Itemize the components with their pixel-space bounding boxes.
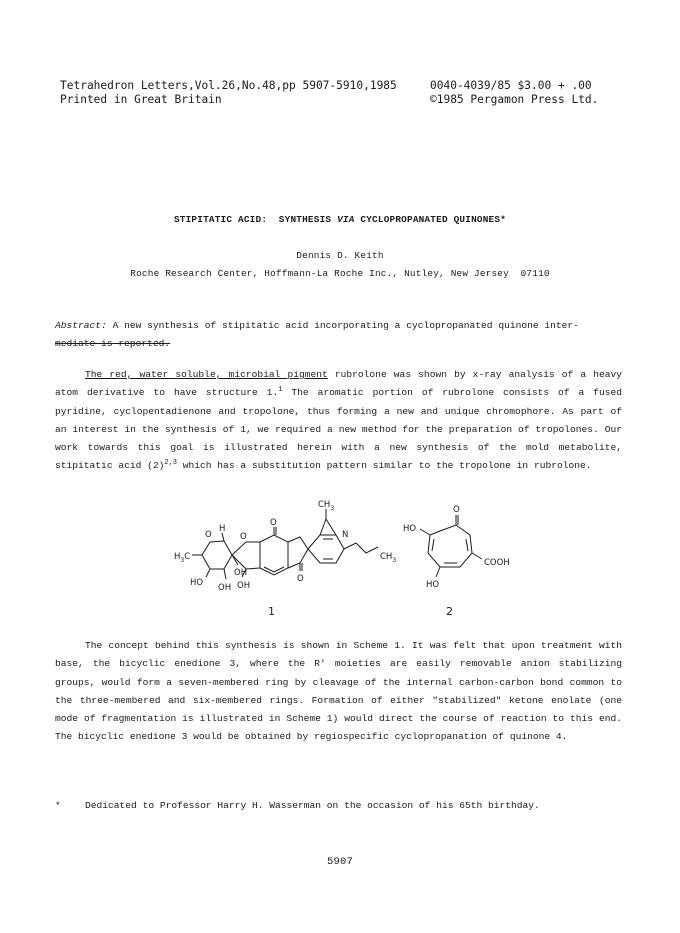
abstract: Abstract: A new synthesis of stipitatic acid incorporating a cyclopropanated quinone inter- mediate is reported. — [55, 320, 579, 350]
atom-h: H — [219, 524, 226, 534]
abstract-label: Abstract: — [55, 320, 107, 331]
atom-ho-top: HO — [403, 524, 417, 534]
atom-o-bridge: O — [240, 532, 247, 542]
article-title: STIPITATIC ACID: SYNTHESIS VIA CYCLOPROPANATED QUINONES* — [173, 214, 507, 225]
atom-o-keto-bottom: O — [297, 574, 304, 584]
paragraph-concept: The concept behind this synthesis is shown in Scheme 1. It was felt that upon treatment with base, the bicyclic enedione 3, where the R' moieties are easily removable anion stabilizing groups, would form a seven-membered ring by cleavage of the internal carbon-carbon bond common to the three-membered and six-membered rings. Formation of either "stabilized" ketone enolate (one mode of fragmentation is illustrated in Scheme 1) would direct the course of reaction to this end. The bicyclic enedione 3 would be obtained by regiospecific cyclopropanation of quinone 4. — [55, 640, 622, 743]
stipitatic-acid-structure — [420, 515, 482, 577]
atom-o-keto: O — [453, 505, 460, 515]
atom-oh-low-1: OH — [218, 583, 232, 593]
chemical-structures-figure — [160, 495, 520, 620]
author-affiliation: Roche Research Center, Hoffmann-La Roche Inc., Nutley, New Jersey 07110 — [130, 268, 550, 279]
atom-cooh: COOH — [484, 558, 510, 568]
atom-oh-low-2: OH — [237, 581, 251, 591]
page-number: 5907 — [326, 856, 353, 868]
footnote: * Dedicated to Professor Harry H. Wasserman on the occasion of his 65th birthday. — [55, 797, 622, 815]
footnote-mark: * — [55, 800, 61, 811]
atom-oh-mid: OH — [234, 568, 248, 578]
compound-label-2: 2 — [446, 605, 453, 618]
printed-in: Printed in Great Britain — [60, 93, 222, 106]
rubrolone-structure — [192, 509, 378, 579]
paragraph-intro: The red, water soluble, microbial pigment rubrolone was shown by x-ray analysis of a heavy atom derivative to have structure 1.$^1$ The aromatic portion of rubrolone consists of a fused pyridine, cyclopentadienone and tropolone, thus forming a new and unique chromophore. As part of an interest in the synthesis of 1, we required a new method for the preparation of tropolones. Our work towards this goal is illustrated herein with a new synthesis of the mold metabolite, stipitatic acid $(2)^{2,3}$ which has a substitution pattern similar to the tropolone in rubrolone. — [55, 369, 622, 472]
journal-citation: Tetrahedron Letters,Vol.26,No.48,pp 5907-5910,1985 — [60, 79, 397, 92]
atom-ho-bottom: HO — [426, 580, 440, 590]
atom-ho: HO — [190, 578, 204, 588]
issn-price: 0040-4039/85 $3.00 + .00 — [430, 79, 592, 92]
atom-h3c: $H_3C$ — [174, 552, 191, 564]
compound-label-1: 1 — [268, 605, 275, 618]
atom-n: N — [342, 530, 349, 540]
atom-ch3-right: $CH_3$ — [380, 552, 397, 564]
atom-ch3-top: $CH_3$ — [318, 500, 335, 512]
copyright: ©1985 Pergamon Press Ltd. — [430, 93, 599, 106]
atom-o-keto-top: O — [270, 518, 277, 528]
atom-o-ring: O — [205, 530, 212, 540]
author-name: Dennis D. Keith — [296, 250, 384, 261]
